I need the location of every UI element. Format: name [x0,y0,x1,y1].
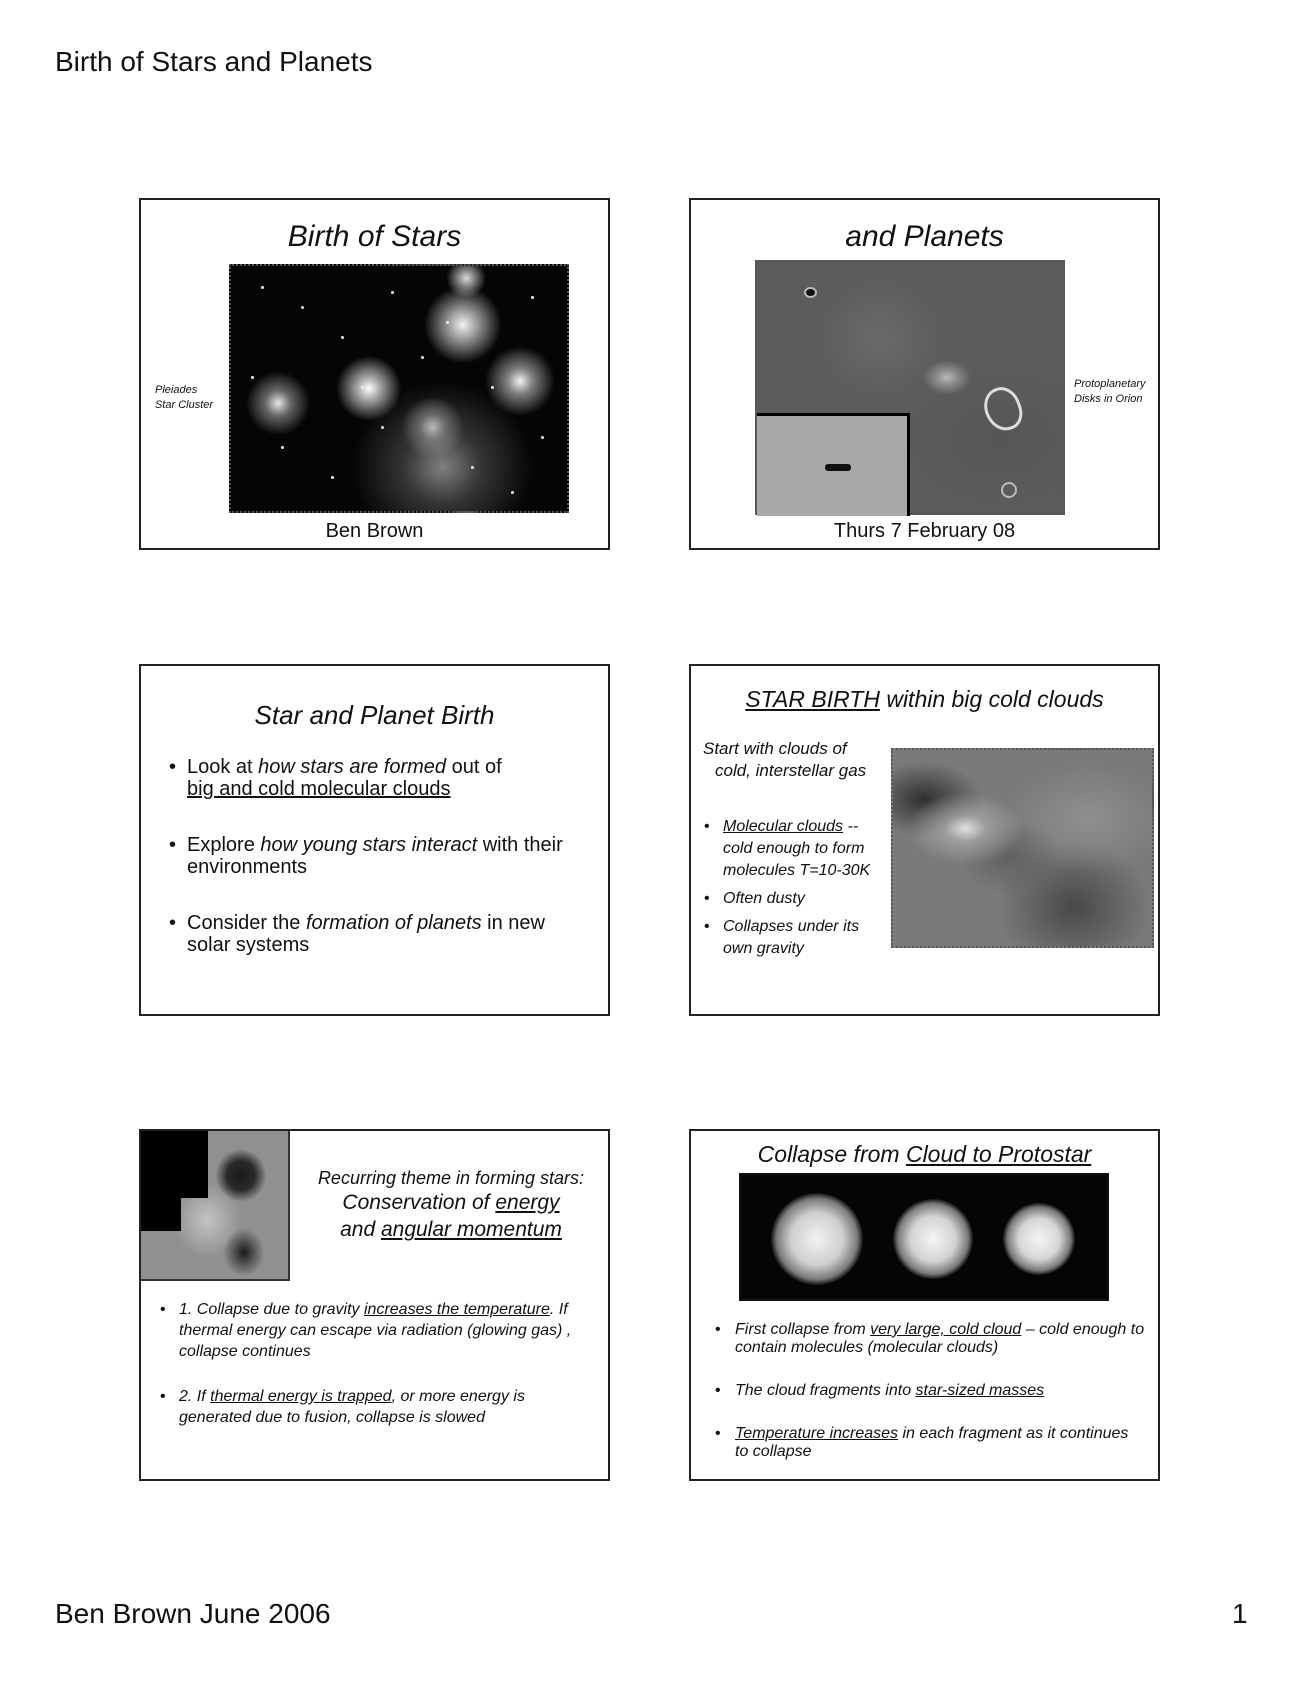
pleiades-image [229,264,569,513]
slide-star-and-planet-birth [139,664,610,1016]
image-caption: Protoplanetary Disks in Orion [1074,378,1146,405]
slide-title: and Planets [845,220,1004,253]
slide-footer: Ben Brown [325,520,424,542]
slide-title: Collapse from Cloud to Protostar [757,1141,1092,1167]
list-item: • Often dusty [699,888,884,910]
list-item: • First collapse from very large, cold cloud – cold enough to contain molecules (molecular clouds) [705,1321,1145,1357]
molecular-cloud-image [891,748,1154,948]
page-title: Birth of Stars and Planets [55,46,373,77]
intro-text: Start with clouds of cold, interstellar gas [703,739,867,780]
list-item: • 1. Collapse due to gravity increases the temperature. If thermal energy can escape via radiation (glowing gas) , collapse continues [155,1299,595,1362]
slide-heading: Recurring theme in forming stars: Conservation of energy and angular momentum [317,1168,585,1241]
list-item: • 2. If thermal energy is trapped, or more energy is generated due to fusion, collapse is slowed [155,1386,595,1428]
slide-collapse-protostar [689,1129,1160,1481]
slide-star-birth-clouds [689,664,1160,1016]
image-caption: Pleiades Star Cluster [155,384,214,411]
protostar-collapse-image [739,1173,1109,1301]
protoplanetary-disks-image [755,260,1065,515]
list-item: • Look at how stars are formed out of big and cold molecular clouds [166,756,586,800]
bullet-list [166,756,586,990]
page-number: 1 [1232,1598,1248,1629]
list-item: • Collapses under its own gravity [699,916,884,960]
list-item: • Molecular clouds -- cold enough to form molecules T=10-30K [699,816,884,882]
slide-and-planets [689,198,1160,550]
slide-title: Birth of Stars [287,220,462,253]
slide-footer: Thurs 7 February 08 [833,520,1016,542]
bullet-list [155,1299,595,1452]
list-item: • The cloud fragments into star-sized masses [705,1382,1145,1400]
list-item: • Explore how young stars interact with their environments [166,834,586,878]
list-item: • Temperature increases in each fragment as it continues to collapse [705,1425,1145,1461]
slide-conservation [139,1129,610,1481]
slide-birth-of-stars [139,198,610,550]
footer-author-date: Ben Brown June 2006 [55,1598,331,1629]
list-item: • Consider the formation of planets in new solar systems [166,912,586,956]
slide-title: Star and Planet Birth [254,700,495,730]
dark-cloud-image [141,1131,290,1281]
slide-title: STAR BIRTH within big cold clouds [745,686,1104,712]
bullet-list [705,1321,1145,1481]
inset-image [757,413,910,516]
bullet-list [699,816,884,966]
